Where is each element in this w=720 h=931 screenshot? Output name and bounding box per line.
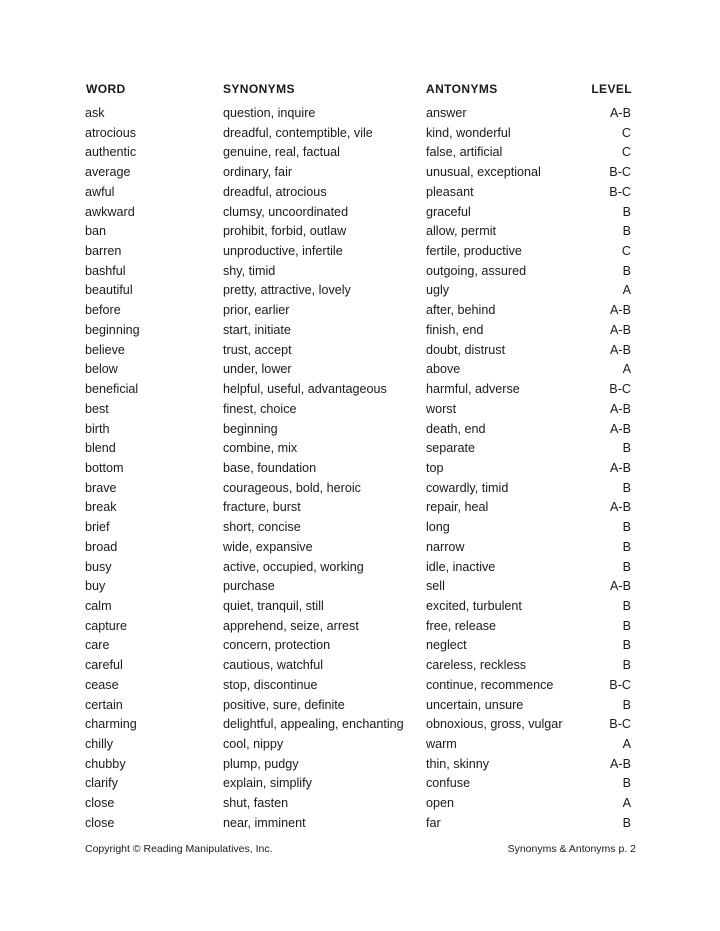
- table-row: [0, 676, 720, 696]
- cell-word: capture: [85, 618, 128, 633]
- table-row: [0, 558, 720, 578]
- table-row: [0, 755, 720, 775]
- cell-antonyms: ugly: [426, 283, 450, 298]
- cell-synonyms: shy, timid: [223, 263, 276, 278]
- cell-synonyms: under, lower: [223, 362, 292, 377]
- table-row: [0, 124, 720, 144]
- table-row: [0, 420, 720, 440]
- table-header: [0, 82, 720, 100]
- table-row: [0, 715, 720, 735]
- cell-level: A-B: [610, 421, 631, 436]
- cell-word: beginning: [85, 322, 140, 337]
- cell-antonyms: answer: [426, 106, 467, 120]
- cell-antonyms: worst: [426, 401, 457, 416]
- table-row: [0, 518, 720, 538]
- cell-level: C: [621, 125, 631, 140]
- cell-word: buy: [85, 579, 106, 594]
- table-row: [0, 439, 720, 459]
- cell-level: A: [622, 796, 631, 811]
- cell-synonyms: delightful, appealing, enchanting: [223, 717, 404, 732]
- cell-synonyms: combine, mix: [223, 441, 298, 456]
- cell-word: bashful: [85, 263, 126, 278]
- cell-antonyms: thin, skinny: [426, 756, 489, 771]
- table-row: [0, 696, 720, 716]
- cell-antonyms: neglect: [426, 638, 467, 653]
- table-row: [0, 577, 720, 597]
- cell-word: authentic: [85, 145, 137, 160]
- cell-synonyms: plump, pudgy: [223, 756, 299, 771]
- cell-level: A-B: [610, 756, 631, 771]
- cell-word: clarify: [85, 776, 118, 791]
- cell-word: atrocious: [85, 125, 137, 140]
- cell-word: break: [85, 500, 117, 515]
- cell-level: B: [622, 658, 631, 673]
- cell-synonyms: pretty, attractive, lovely: [223, 283, 351, 298]
- cell-word: average: [85, 165, 131, 180]
- cell-synonyms: positive, sure, definite: [223, 697, 345, 712]
- cell-word: believe: [85, 342, 125, 357]
- cell-word: close: [85, 815, 115, 830]
- cell-word: brief: [85, 520, 110, 535]
- cell-word: chubby: [85, 756, 126, 771]
- cell-antonyms: doubt, distrust: [426, 342, 506, 357]
- table-row: [0, 597, 720, 617]
- cell-synonyms: unproductive, infertile: [223, 244, 343, 259]
- cell-level: B-C: [609, 165, 631, 180]
- table-row: [0, 636, 720, 656]
- table-row: [0, 262, 720, 282]
- table-row: [0, 794, 720, 814]
- cell-level: B: [622, 638, 631, 653]
- cell-antonyms: graceful: [426, 204, 471, 219]
- table-row: [0, 341, 720, 361]
- table-row: [0, 400, 720, 420]
- cell-level: B: [622, 204, 631, 219]
- cell-word: cease: [85, 677, 119, 692]
- cell-word: blend: [85, 441, 116, 456]
- cell-antonyms: above: [426, 362, 461, 377]
- cell-synonyms: courageous, bold, heroic: [223, 480, 361, 495]
- cell-word: ban: [85, 224, 107, 239]
- cell-synonyms: stop, discontinue: [223, 677, 318, 692]
- cell-synonyms: cool, nippy: [223, 737, 284, 751]
- table-row: [0, 617, 720, 637]
- cell-antonyms: obnoxious, gross, vulgar: [426, 717, 563, 732]
- table-row: [0, 301, 720, 321]
- cell-synonyms: quiet, tranquil, still: [223, 598, 324, 613]
- cell-antonyms: open: [426, 796, 455, 811]
- cell-antonyms: long: [426, 520, 450, 535]
- cell-synonyms: genuine, real, factual: [223, 145, 340, 160]
- cell-synonyms: finest, choice: [223, 401, 297, 416]
- table-row: [0, 498, 720, 518]
- cell-antonyms: narrow: [426, 539, 465, 554]
- cell-level: B-C: [609, 382, 631, 397]
- cell-word: beneficial: [85, 382, 139, 397]
- table-row: [0, 183, 720, 203]
- table-row: [0, 656, 720, 676]
- cell-antonyms: finish, end: [426, 322, 484, 337]
- cell-word: awful: [85, 184, 115, 199]
- cell-antonyms: death, end: [426, 421, 486, 436]
- table-row: [0, 104, 720, 124]
- cell-level: B-C: [609, 677, 631, 692]
- cell-word: ask: [85, 106, 105, 120]
- cell-word: barren: [85, 244, 122, 259]
- cell-level: A-B: [610, 106, 631, 120]
- header-word: WORD: [86, 82, 126, 96]
- cell-synonyms: active, occupied, working: [223, 559, 364, 574]
- cell-level: A-B: [610, 500, 631, 515]
- header-level: LEVEL: [591, 82, 632, 96]
- cell-synonyms: dreadful, contemptible, vile: [223, 125, 373, 140]
- cell-antonyms: uncertain, unsure: [426, 697, 524, 712]
- cell-level: B-C: [609, 717, 631, 732]
- cell-antonyms: warm: [426, 737, 457, 751]
- cell-antonyms: idle, inactive: [426, 559, 496, 574]
- cell-level: B: [622, 224, 631, 239]
- table-row: [0, 143, 720, 163]
- table-row: [0, 321, 720, 341]
- cell-antonyms: kind, wonderful: [426, 125, 511, 140]
- cell-synonyms: start, initiate: [223, 322, 291, 337]
- cell-antonyms: pleasant: [426, 184, 474, 199]
- cell-word: broad: [85, 539, 118, 554]
- word-table: [0, 104, 720, 834]
- cell-word: close: [85, 796, 115, 811]
- table-row: [0, 242, 720, 262]
- cell-antonyms: repair, heal: [426, 500, 489, 515]
- cell-synonyms: base, foundation: [223, 460, 317, 475]
- table-row: [0, 538, 720, 558]
- cell-level: B-C: [609, 184, 631, 199]
- footer-page-label: Synonyms & Antonyms p. 2: [507, 843, 636, 855]
- cell-word: care: [85, 638, 110, 653]
- cell-synonyms: concern, protection: [223, 638, 331, 653]
- table-row: [0, 360, 720, 380]
- cell-level: B: [622, 263, 631, 278]
- header-synonyms: SYNONYMS: [223, 82, 295, 96]
- cell-word: charming: [85, 717, 137, 732]
- cell-synonyms: cautious, watchful: [223, 658, 324, 673]
- cell-level: B: [622, 480, 631, 495]
- cell-level: B: [622, 539, 631, 554]
- cell-level: A-B: [610, 460, 631, 475]
- cell-synonyms: clumsy, uncoordinated: [223, 204, 349, 219]
- cell-antonyms: free, release: [426, 618, 497, 633]
- cell-word: below: [85, 362, 118, 377]
- cell-synonyms: explain, simplify: [223, 776, 312, 791]
- cell-synonyms: trust, accept: [223, 342, 292, 357]
- cell-synonyms: helpful, useful, advantageous: [223, 382, 387, 397]
- table-row: [0, 814, 720, 834]
- cell-antonyms: after, behind: [426, 303, 496, 318]
- cell-synonyms: short, concise: [223, 520, 301, 535]
- table-row: [0, 203, 720, 223]
- cell-synonyms: near, imminent: [223, 815, 306, 830]
- table-row: [0, 735, 720, 755]
- cell-level: A-B: [610, 303, 631, 318]
- cell-word: before: [85, 303, 121, 318]
- cell-word: calm: [85, 598, 112, 613]
- cell-level: B: [622, 441, 631, 456]
- cell-antonyms: fertile, productive: [426, 244, 522, 259]
- table-row: [0, 774, 720, 794]
- cell-level: A-B: [610, 579, 631, 594]
- cell-synonyms: beginning: [223, 421, 278, 436]
- cell-word: bottom: [85, 460, 124, 475]
- cell-level: A: [622, 362, 631, 377]
- cell-antonyms: top: [426, 460, 444, 475]
- cell-level: A: [622, 737, 631, 751]
- cell-antonyms: harmful, adverse: [426, 382, 520, 397]
- cell-word: beautiful: [85, 283, 133, 298]
- cell-level: B: [622, 559, 631, 574]
- table-row: [0, 479, 720, 499]
- cell-level: A-B: [610, 401, 631, 416]
- cell-synonyms: prior, earlier: [223, 303, 290, 318]
- cell-synonyms: apprehend, seize, arrest: [223, 618, 359, 633]
- cell-word: careful: [85, 658, 123, 673]
- footer-copyright: Copyright © Reading Manipulatives, Inc.: [85, 843, 273, 855]
- cell-level: A-B: [610, 342, 631, 357]
- cell-synonyms: dreadful, atrocious: [223, 184, 327, 199]
- table-row: [0, 163, 720, 183]
- table-row: [0, 459, 720, 479]
- cell-antonyms: continue, recommence: [426, 677, 554, 692]
- cell-word: birth: [85, 421, 110, 436]
- cell-synonyms: wide, expansive: [223, 539, 313, 554]
- cell-level: A-B: [610, 322, 631, 337]
- cell-synonyms: shut, fasten: [223, 796, 289, 811]
- cell-antonyms: sell: [426, 579, 445, 594]
- cell-level: C: [621, 244, 631, 259]
- cell-word: busy: [85, 559, 112, 574]
- cell-level: B: [622, 598, 631, 613]
- cell-level: A: [622, 283, 631, 298]
- table-row: [0, 380, 720, 400]
- table-row: [0, 281, 720, 301]
- cell-level: B: [622, 776, 631, 791]
- cell-antonyms: false, artificial: [426, 145, 503, 160]
- cell-level: B: [622, 697, 631, 712]
- cell-word: chilly: [85, 737, 113, 751]
- table-row: [0, 222, 720, 242]
- cell-word: awkward: [85, 204, 135, 219]
- cell-word: certain: [85, 697, 123, 712]
- cell-word: best: [85, 401, 109, 416]
- cell-synonyms: question, inquire: [223, 106, 316, 120]
- cell-word: brave: [85, 480, 117, 495]
- cell-level: B: [622, 618, 631, 633]
- header-antonyms: ANTONYMS: [426, 82, 498, 96]
- cell-level: C: [621, 145, 631, 160]
- cell-antonyms: careless, reckless: [426, 658, 527, 673]
- cell-level: B: [622, 815, 631, 830]
- cell-antonyms: far: [426, 815, 441, 830]
- cell-synonyms: purchase: [223, 579, 275, 594]
- cell-synonyms: fracture, burst: [223, 500, 301, 515]
- cell-antonyms: unusual, exceptional: [426, 165, 541, 180]
- cell-antonyms: confuse: [426, 776, 471, 791]
- cell-antonyms: outgoing, assured: [426, 263, 527, 278]
- cell-synonyms: ordinary, fair: [223, 165, 293, 180]
- cell-antonyms: allow, permit: [426, 224, 496, 239]
- cell-synonyms: prohibit, forbid, outlaw: [223, 224, 347, 239]
- page-footer: [0, 843, 720, 859]
- cell-antonyms: cowardly, timid: [426, 480, 509, 495]
- cell-level: B: [622, 520, 631, 535]
- cell-antonyms: excited, turbulent: [426, 598, 522, 613]
- cell-antonyms: separate: [426, 441, 476, 456]
